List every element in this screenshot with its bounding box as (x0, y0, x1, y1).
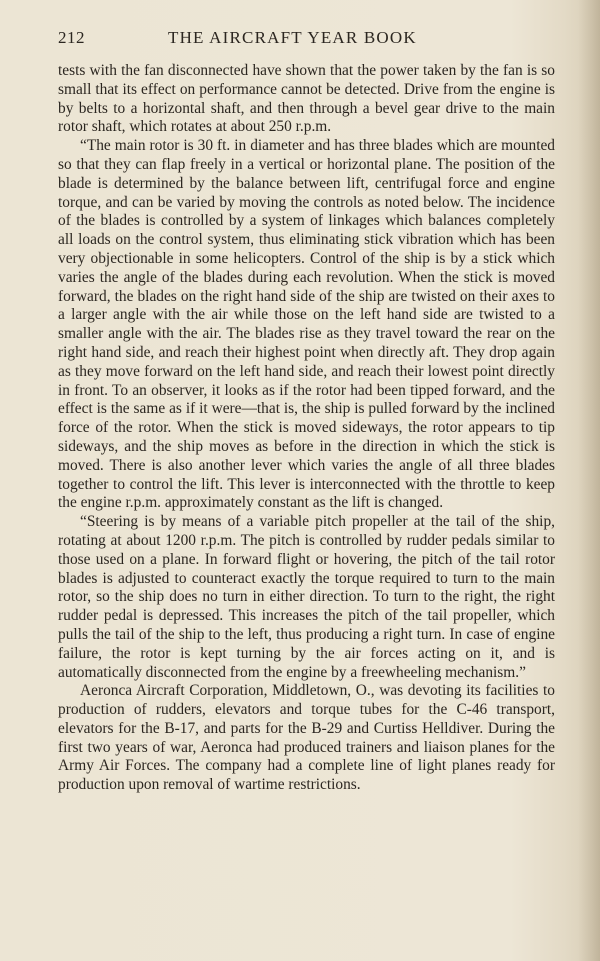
paragraph-main-rotor: “The main rotor is 30 ft. in diameter and has three blades which are mounted so that they can flap freely in a vertical or horizontal plane. The position of the blade is determined by the balance between lift, centrifugal force and engine torque, and can be varied by moving the controls as noted below. The incidence of the blades is controlled by a system of linkages which balances completely all loads on the control system, thus eliminating stick vibration which has been very objectionable in some helicopters. Control of the ship is by a stick which varies the angle of the blades during each revolution. When the stick is moved forward, the blades on the right hand side of the ship are twisted on their axes to a larger angle with the air while those on the left hand side are twisted to a smaller angle with the air. The blades rise as they travel toward the rear on the right hand side, and reach their highest point when directly aft. They drop again as they move forward on the left hand side, and reach their lowest point directly in front. To an observer, it looks as if the rotor had been tipped forward, and the effect is the same as if it were—that is, the ship is pulled forward by the inclined force of the rotor. When the stick is moved sideways, the rotor appears to tip sideways, and the ship moves as before in the direction in which the stick is moved. There is also another lever which varies the angle of all three blades together to control the lift. This lever is interconnected with the throttle to keep the engine r.p.m. approximately constant as the lift is changed. (58, 137, 555, 512)
running-title: THE AIRCRAFT YEAR BOOK (168, 28, 417, 47)
page-number: 212 (58, 28, 85, 47)
running-head (58, 28, 555, 52)
spine-shadow (578, 0, 600, 961)
paragraph-steering: “Steering is by means of a variable pitch propeller at the tail of the ship, rotating at about 1200 r.p.m. The pitch is controlled by rudder pedals similar to those used on a plane. In forward flight or hovering, the pitch of the tail rotor blades is adjusted to counteract exactly the torque required to turn to the main rotor, so the ship does no turn in either direction. To turn to the right, the right rudder pedal is depressed. This increases the pitch of the tail propeller, which pulls the tail of the ship to the left, thus producing a right turn. In case of engine failure, the rotor is kept turning by the air forces acting on it, and is automatically disconnected from the engine by a freewheeling mechanism.” (58, 513, 555, 681)
paragraph-aeronca: Aeronca Aircraft Corporation, Middletown, O., was devoting its facilities to production of rudders, elevators and torque tubes for the C-46 transport, elevators for the B-17, and parts for the B-29 and Curtiss Helldiver. During the first two years of war, Aeronca had produced trainers and liaison planes for the Army Air Forces. The company had a complete line of light planes ready for production upon removal of wartime restrictions. (58, 682, 555, 794)
body-text (58, 62, 555, 795)
paragraph-continuation: tests with the fan disconnected have shown that the power taken by the fan is so small that its effect on performance cannot be detected. Drive from the engine is by belts to a horizontal shaft, and then through a bevel gear drive to the main rotor shaft, which rotates at about 250 r.p.m. (58, 62, 555, 136)
